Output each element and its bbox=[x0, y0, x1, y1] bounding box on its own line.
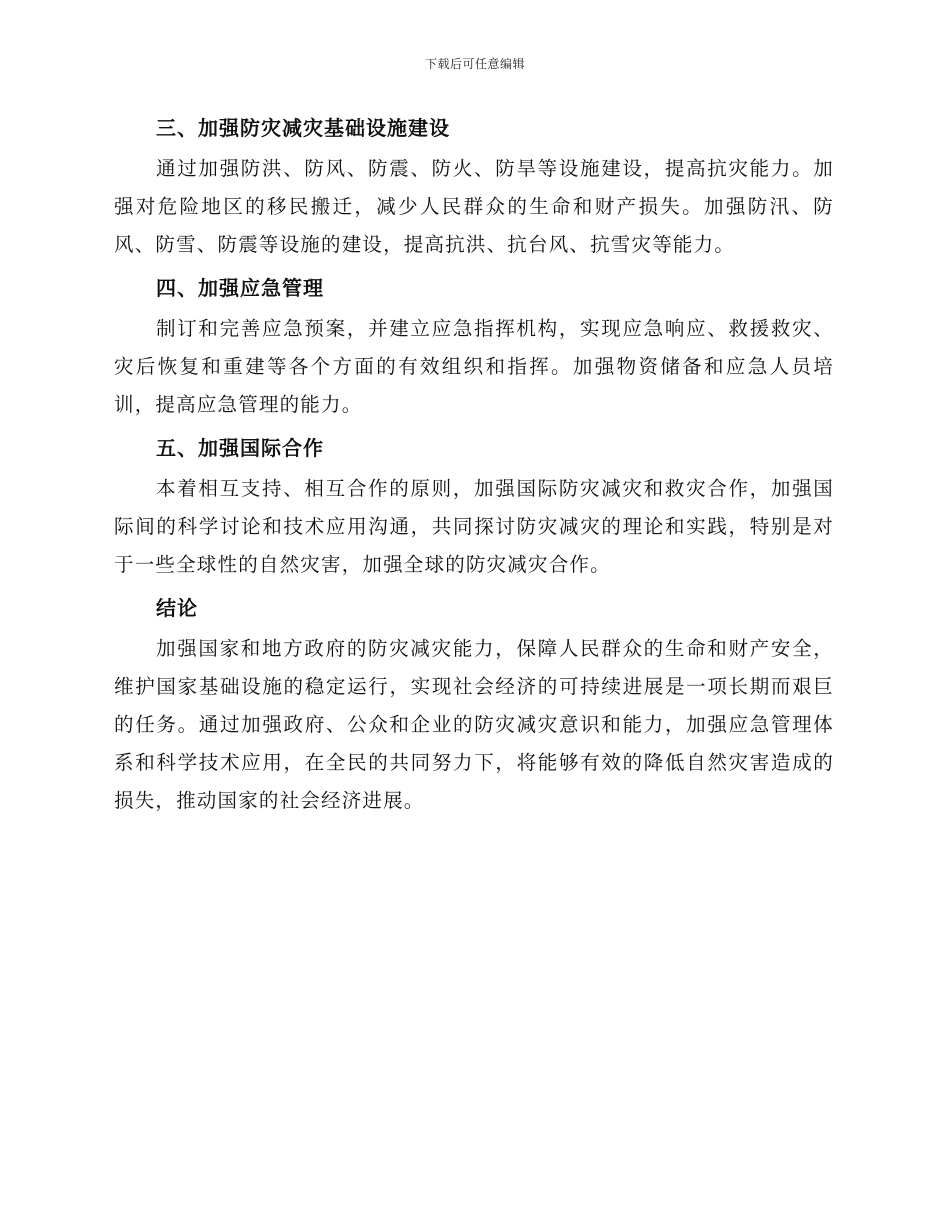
section-infrastructure bbox=[114, 110, 834, 264]
header-note: 下载后可任意编辑 bbox=[424, 57, 525, 71]
section-paragraph: 通过加强防洪、防风、防震、防火、防旱等设施建设，提高抗灾能力。加强对危险地区的移民搬迁，减少人民群众的生命和财产损失。加强防汛、防风、防雪、防震等设施的建设，提高抗洪、抗台风、抗雪灾等能力。 bbox=[114, 157, 834, 256]
section-conclusion bbox=[114, 590, 834, 820]
section-paragraph: 制订和完善应急预案，并建立应急指挥机构，实现应急响应、救援救灾、灾后恢复和重建等各个方面的有效组织和指挥。加强物资储备和应急人员培训，提高应急管理的能力。 bbox=[114, 317, 834, 416]
document-body bbox=[114, 110, 834, 826]
section-heading: 结论 bbox=[156, 596, 198, 620]
section-heading: 五、加强国际合作 bbox=[156, 436, 324, 460]
section-international-cooperation bbox=[114, 430, 834, 584]
section-paragraph: 加强国家和地方政府的防灾减灾能力，保障人民群众的生命和财产安全，维护国家基础设施的稳定运行，实现社会经济的可持续进展是一项长期而艰巨的任务。通过加强政府、公众和企业的防灾减灾意识和能力，加强应急管理体系和科学技术应用，在全民的共同努力下，将能够有效的降低自然灾害造成的损失，推动国家的社会经济进展。 bbox=[114, 637, 834, 812]
section-emergency-management bbox=[114, 270, 834, 424]
section-heading: 四、加强应急管理 bbox=[156, 276, 324, 300]
section-heading: 三、加强防灾减灾基础设施建设 bbox=[156, 116, 450, 140]
section-paragraph: 本着相互支持、相互合作的原则，加强国际防灾减灾和救灾合作，加强国际间的科学讨论和技术应用沟通，共同探讨防灾减灾的理论和实践，特别是对于一些全球性的自然灾害，加强全球的防灾减灾合作。 bbox=[114, 477, 834, 576]
